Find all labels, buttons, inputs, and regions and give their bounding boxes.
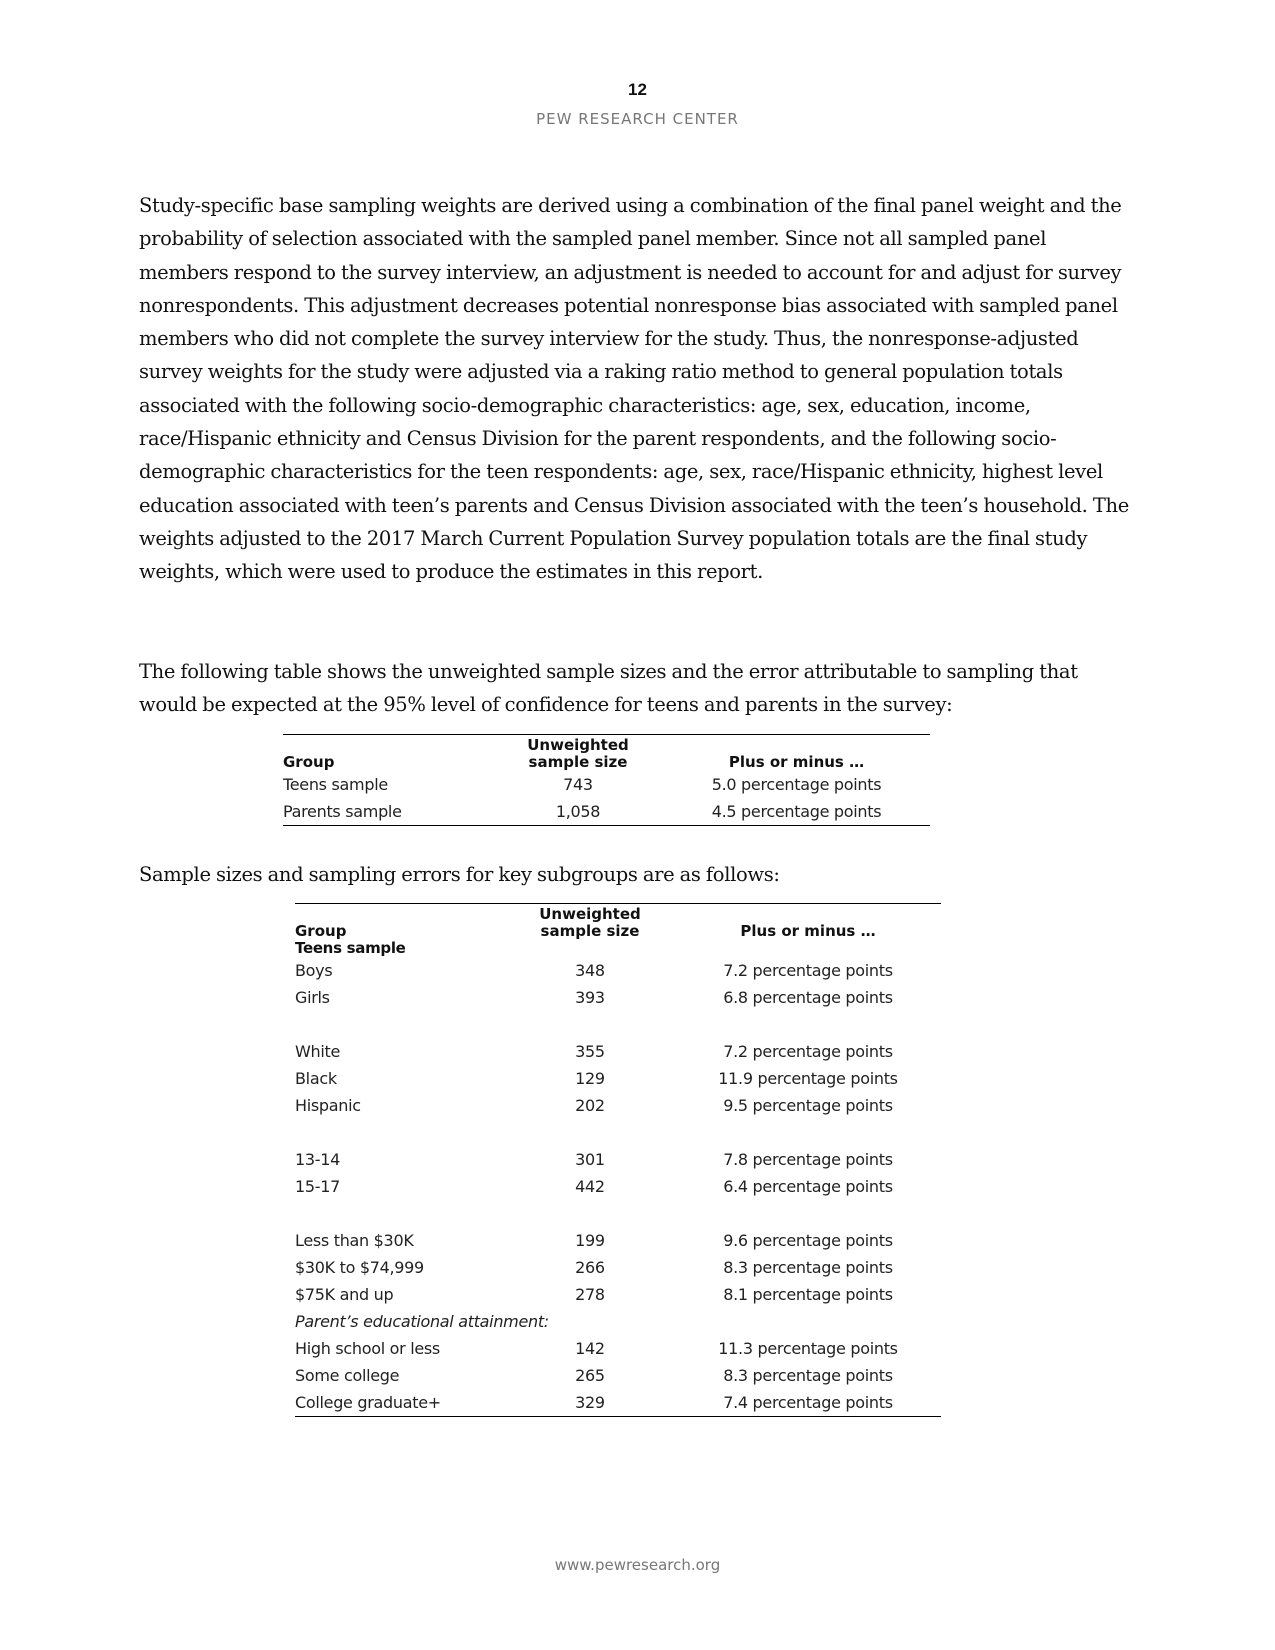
row-margin: 7.2 percentage points (723, 1042, 893, 1061)
table-row (283, 771, 930, 798)
table-row (295, 1146, 941, 1173)
column-header-margin: Plus or minus … (740, 922, 876, 940)
row-group: Black (295, 1069, 337, 1088)
spacer-row (295, 1011, 941, 1038)
subgroups-intro-paragraph: Sample sizes and sampling errors for key subgroups are as follows: (139, 863, 780, 886)
column-header-group: Group (283, 753, 335, 771)
row-margin: 9.5 percentage points (723, 1096, 893, 1115)
row-size: 1,058 (555, 802, 601, 821)
row-margin: 7.2 percentage points (723, 961, 893, 980)
column-header-group: Group (295, 922, 347, 940)
subgroup-table (295, 903, 941, 1417)
row-size: 129 (575, 1069, 605, 1088)
row-margin: 7.4 percentage points (723, 1393, 893, 1412)
row-group: College graduate+ (295, 1393, 441, 1412)
row-size: 442 (575, 1177, 605, 1196)
column-header-sample-size: Unweighted sample size (527, 736, 629, 771)
table-row (283, 798, 930, 826)
row-group: 13-14 (295, 1150, 340, 1169)
row-size: 142 (575, 1339, 605, 1358)
spacer-row (295, 1200, 941, 1227)
row-group: High school or less (295, 1339, 440, 1358)
table-row (295, 1335, 941, 1362)
row-size: 301 (575, 1150, 605, 1169)
education-subhead: Parent’s educational attainment: (295, 1312, 549, 1331)
row-group: Girls (295, 988, 330, 1007)
row-margin: 8.3 percentage points (723, 1366, 893, 1385)
table-row (295, 1038, 941, 1065)
row-group: Hispanic (295, 1096, 361, 1115)
row-group: Teens sample (283, 775, 388, 794)
page-number: 12 (628, 80, 647, 99)
row-group: White (295, 1042, 341, 1061)
organization-header: PEW RESEARCH CENTER (536, 110, 739, 128)
row-group: Some college (295, 1366, 400, 1385)
row-group: Parents sample (283, 802, 402, 821)
row-size: 278 (575, 1285, 605, 1304)
row-margin: 8.1 percentage points (723, 1285, 893, 1304)
row-size: 266 (575, 1258, 605, 1277)
column-header-margin: Plus or minus … (728, 753, 865, 771)
table-row (295, 1362, 941, 1389)
row-margin: 7.8 percentage points (723, 1150, 893, 1169)
table-row (295, 1092, 941, 1119)
row-margin: 11.9 percentage points (718, 1069, 898, 1088)
row-size: 743 (563, 775, 593, 794)
footer-url: www.pewresearch.org (554, 1556, 721, 1574)
table-row (295, 1281, 941, 1308)
methodology-paragraph: Study-specific base sampling weights are derived using a combination of the final panel weight and the probability of selection associated with the sampled panel member. Since not all sampled panel members respond to the survey interview, an adjustment is needed to account for and adjust for survey nonrespondents. This adjustment decreases potential nonresponse bias associated with sampled panel members who did not complete the survey interview for the study. Thus, the nonresponse-adjusted survey weights for the study were adjusted via a raking ratio method to general population totals associated with the following socio-demographic characteristics: age, sex, education, income, race/Hispanic ethnicity and Census Division for the parent respondents, and the following socio-demographic characteristics for the teen respondents: age, sex, race/Hispanic ethnicity, highest level education associated with teen’s parents and Census Division associated with the teen’s household. The weights adjusted to the 2017 March Current Population Survey population totals are the final study weights, which were used to produce the estimates in this report. (139, 194, 1129, 584)
row-margin: 5.0 percentage points (711, 775, 882, 794)
row-group: $30K to $74,999 (295, 1258, 424, 1277)
row-margin: 9.6 percentage points (723, 1231, 893, 1250)
subhead-teens-sample: Teens sample (295, 939, 406, 957)
table-row (295, 1173, 941, 1200)
table-row (295, 957, 941, 984)
table-intro-paragraph: The following table shows the unweighted sample sizes and the error attributable to sampling that would be expected at the 95% level of confidence for teens and parents in the survey: (139, 660, 1078, 717)
row-group: Boys (295, 961, 333, 980)
spacer-row (295, 1119, 941, 1146)
table-row (295, 1254, 941, 1281)
row-size: 348 (575, 961, 605, 980)
row-size: 202 (575, 1096, 605, 1115)
row-size: 393 (575, 988, 605, 1007)
row-margin: 8.3 percentage points (723, 1258, 893, 1277)
table-row (295, 984, 941, 1011)
sample-size-table (283, 734, 930, 826)
row-size: 265 (575, 1366, 605, 1385)
row-group: $75K and up (295, 1285, 394, 1304)
row-size: 199 (575, 1231, 605, 1250)
table-row (295, 1389, 941, 1417)
row-group: Less than $30K (295, 1231, 414, 1250)
row-margin: 4.5 percentage points (711, 802, 882, 821)
column-header-sample-size: Unweighted sample size (539, 905, 641, 940)
row-group: 15-17 (295, 1177, 340, 1196)
table-row (295, 1227, 941, 1254)
table-row (295, 1065, 941, 1092)
row-margin: 11.3 percentage points (718, 1339, 898, 1358)
row-margin: 6.4 percentage points (723, 1177, 893, 1196)
row-size: 355 (575, 1042, 605, 1061)
row-size: 329 (575, 1393, 605, 1412)
row-margin: 6.8 percentage points (723, 988, 893, 1007)
